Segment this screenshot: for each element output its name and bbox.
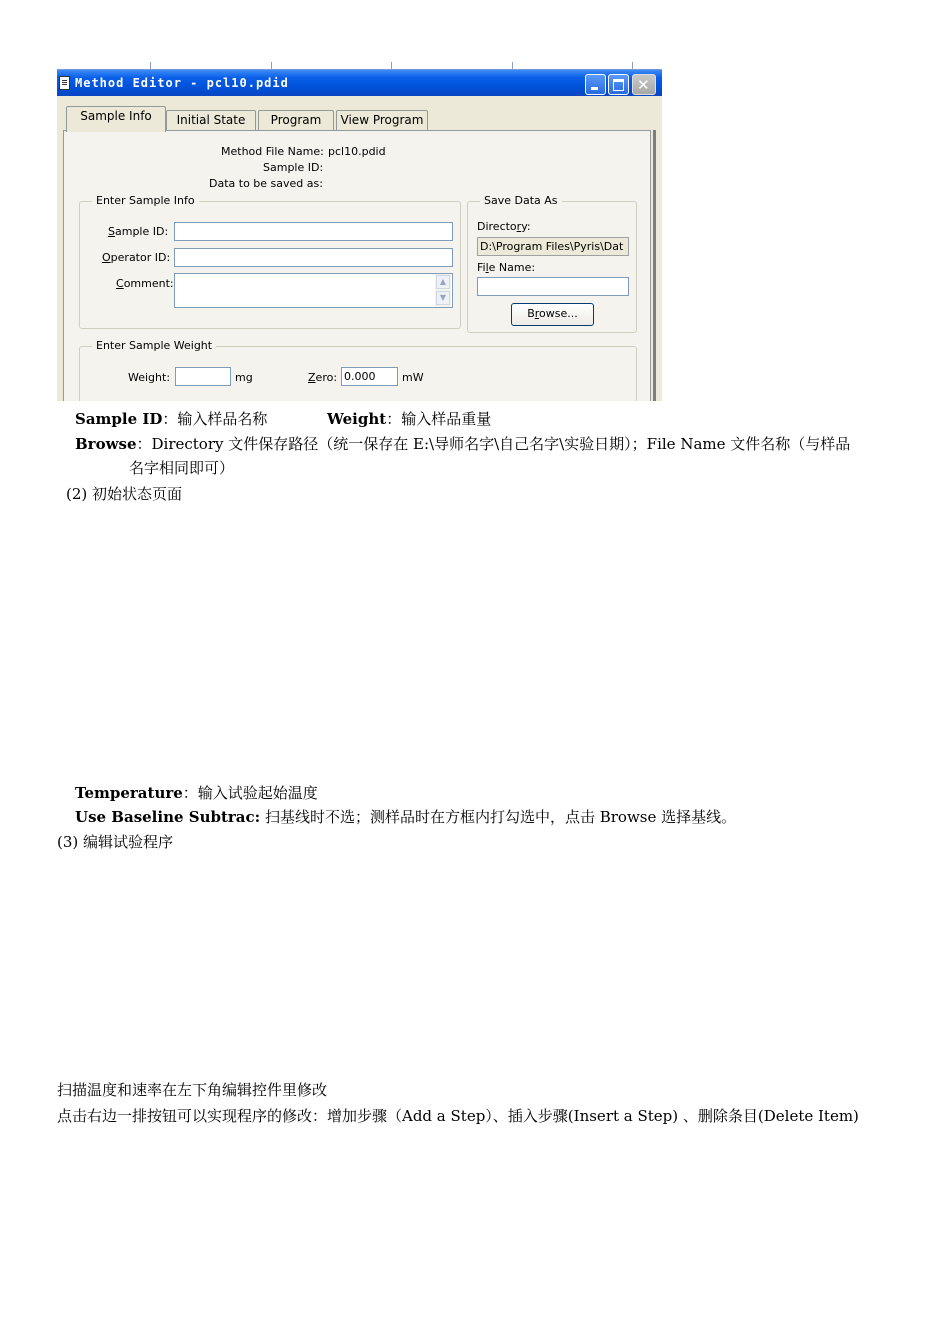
title-bar[interactable] (57, 70, 662, 96)
save-data-as-group (467, 194, 637, 333)
line-baseline: Use Baseline Subtrac: 扫基线时不选；测样品时在方框内打勾选中，点击 Browse 选择基线。 (75, 808, 737, 826)
sample-id-input[interactable] (174, 222, 453, 241)
line-browse-cont: 名字相同即可） (129, 459, 235, 477)
file-name-input[interactable] (477, 277, 629, 296)
weight-label: Weight: (128, 371, 171, 384)
section-2-heading: (2) 初始状态页面 (66, 485, 183, 503)
enter-sample-weight-legend: Enter Sample Weight (92, 339, 216, 352)
comment-scrollbar[interactable] (435, 274, 451, 307)
enter-sample-info-group (79, 194, 461, 329)
tab-label: Sample Info (80, 109, 152, 123)
minimize-button[interactable] (585, 74, 606, 95)
scroll-down-icon[interactable]: ▼ (436, 291, 450, 305)
close-button[interactable] (632, 74, 656, 95)
tab-panel (63, 130, 651, 401)
file-name-label: File Name: (477, 261, 536, 274)
section-3-heading: (3) 编辑试验程序 (57, 833, 174, 851)
operator-id-input[interactable] (174, 248, 453, 267)
line-scan-temp: 扫描温度和速率在左下角编辑控件里修改 (57, 1081, 328, 1099)
line-weight: Weight：输入样品重量 (327, 410, 492, 428)
tab-view-program[interactable] (336, 110, 428, 131)
tab-label: Initial State (176, 113, 246, 127)
tab-sample-info[interactable] (66, 106, 166, 132)
tab-label: Program (270, 113, 322, 127)
save-data-as-legend: Save Data As (480, 194, 562, 207)
weight-unit: mg (235, 371, 253, 384)
scroll-up-icon[interactable]: ▲ (436, 275, 450, 289)
zero-unit: mW (402, 371, 424, 384)
sample-id-info-label: Sample ID: (263, 161, 324, 174)
enter-sample-weight-group (79, 339, 637, 401)
document-icon (59, 76, 70, 90)
method-file-value: pcl10.pdid (328, 145, 386, 158)
line-sample-id: Sample ID：输入样品名称 (75, 410, 268, 428)
enter-sample-info-legend: Enter Sample Info (92, 194, 199, 207)
method-editor-window (57, 62, 662, 401)
comment-label: Comment: (116, 277, 174, 290)
window-title: Method Editor - pcl10.pdid (75, 76, 289, 90)
tab-label: View Program (340, 113, 424, 127)
line-temperature: Temperature：输入试验起始温度 (75, 784, 318, 802)
data-saved-as-label: Data to be saved as: (209, 177, 323, 190)
method-file-label: Method File Name: (221, 145, 324, 158)
directory-field[interactable]: D:\Program Files\Pyris\Dat (477, 237, 629, 256)
zero-label: Zero: (308, 371, 338, 384)
sample-id-label: Sample ID: (108, 225, 169, 238)
background-strip (57, 62, 662, 70)
maximize-button[interactable] (608, 74, 629, 95)
line-browse: Browse：Directory 文件保存路径（统一保存在 E:\导师名字\自己名字\实验日期）；File Name 文件名称（与样品 (75, 435, 851, 453)
directory-label: Directory: (477, 220, 531, 233)
close-icon: ✕ (637, 76, 650, 94)
browse-button[interactable]: Browse... (511, 303, 594, 326)
operator-id-label: Operator ID: (102, 251, 171, 264)
zero-input[interactable]: 0.000 (341, 367, 398, 386)
comment-textarea[interactable] (174, 273, 453, 308)
line-buttons: 点击右边一排按钮可以实现程序的修改：增加步骤（Add a Step）、插入步骤(Insert a Step) 、删除条目(Delete Item) (57, 1107, 859, 1125)
weight-input[interactable] (175, 367, 231, 386)
tab-initial-state[interactable] (166, 110, 256, 131)
tab-program[interactable] (258, 110, 334, 131)
